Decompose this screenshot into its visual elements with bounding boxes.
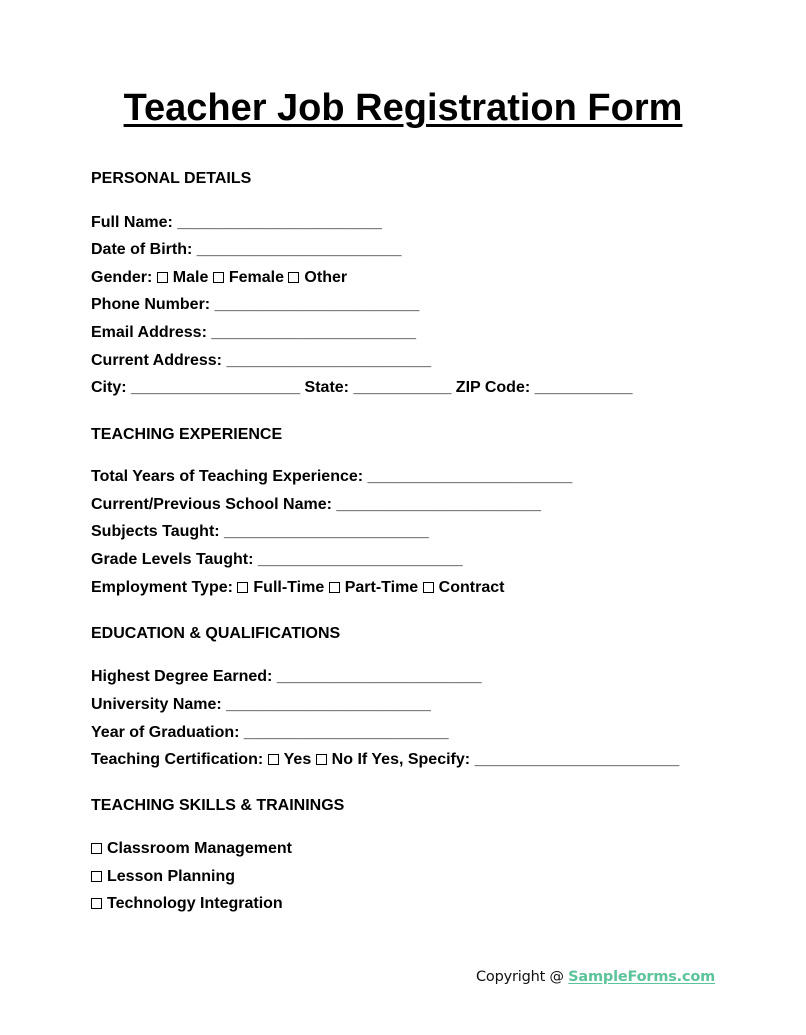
email-address-label: Email Address: bbox=[91, 324, 207, 341]
checkbox-icon[interactable] bbox=[288, 272, 299, 283]
certification-specify-input[interactable]: _______________________ bbox=[474, 751, 680, 768]
teaching-certification-label: Teaching Certification: bbox=[91, 751, 264, 768]
phone-number-input[interactable]: _______________________ bbox=[214, 296, 420, 313]
field-university-name bbox=[91, 695, 431, 715]
school-name-label: Current/Previous School Name: bbox=[91, 496, 332, 513]
copyright-text: Copyright @ bbox=[476, 969, 569, 985]
highest-degree-input[interactable]: _______________________ bbox=[276, 668, 482, 685]
gender-label: Gender: bbox=[91, 269, 153, 286]
field-date-of-birth bbox=[91, 240, 401, 260]
current-address-input[interactable]: _______________________ bbox=[226, 352, 432, 369]
field-full-name bbox=[91, 213, 382, 233]
field-year-of-graduation bbox=[91, 723, 449, 743]
section-heading-teaching-experience: TEACHING EXPERIENCE bbox=[91, 426, 283, 443]
employment-type-label: Employment Type: bbox=[91, 579, 233, 596]
year-of-graduation-input[interactable]: _______________________ bbox=[243, 724, 449, 741]
state-input[interactable]: ___________ bbox=[353, 379, 452, 396]
field-phone-number bbox=[91, 295, 419, 315]
checkbox-icon[interactable] bbox=[91, 898, 102, 909]
field-employment-type bbox=[91, 578, 504, 598]
checkbox-icon[interactable] bbox=[268, 754, 279, 765]
school-name-input[interactable]: _______________________ bbox=[336, 496, 542, 513]
zip-code-label: ZIP Code: bbox=[455, 379, 531, 396]
employment-option-full-time[interactable]: Full-Time bbox=[237, 579, 324, 596]
full-name-label: Full Name: bbox=[91, 214, 173, 231]
subjects-taught-input[interactable]: _______________________ bbox=[224, 523, 429, 540]
field-teaching-certification bbox=[91, 750, 679, 770]
gender-option-female[interactable]: Female bbox=[213, 269, 284, 286]
certification-option-yes[interactable]: Yes bbox=[268, 751, 312, 768]
gender-option-male[interactable]: Male bbox=[157, 269, 209, 286]
phone-number-label: Phone Number: bbox=[91, 296, 211, 313]
date-of-birth-input[interactable]: _______________________ bbox=[196, 241, 402, 258]
city-input[interactable]: ___________________ bbox=[131, 379, 301, 396]
highest-degree-label: Highest Degree Earned: bbox=[91, 668, 273, 685]
footer-copyright bbox=[476, 967, 715, 987]
field-gender bbox=[91, 268, 347, 288]
checkbox-icon[interactable] bbox=[213, 272, 224, 283]
total-years-input[interactable]: _______________________ bbox=[367, 468, 573, 485]
university-name-input[interactable]: _______________________ bbox=[226, 696, 431, 713]
field-email-address bbox=[91, 323, 416, 343]
field-city-state-zip bbox=[91, 378, 633, 398]
year-of-graduation-label: Year of Graduation: bbox=[91, 724, 240, 741]
current-address-label: Current Address: bbox=[91, 352, 222, 369]
checkbox-icon[interactable] bbox=[316, 754, 327, 765]
checkbox-icon[interactable] bbox=[157, 272, 168, 283]
certification-option-no[interactable]: No bbox=[316, 751, 353, 768]
section-heading-education: EDUCATION & QUALIFICATIONS bbox=[91, 625, 341, 642]
grade-levels-label: Grade Levels Taught: bbox=[91, 551, 254, 568]
skill-item-lesson-planning[interactable]: Lesson Planning bbox=[91, 867, 235, 887]
checkbox-icon[interactable] bbox=[91, 871, 102, 882]
employment-option-part-time[interactable]: Part-Time bbox=[329, 579, 419, 596]
section-heading-personal-details: PERSONAL DETAILS bbox=[91, 170, 252, 187]
checkbox-icon[interactable] bbox=[237, 582, 248, 593]
email-address-input[interactable]: _______________________ bbox=[211, 324, 417, 341]
specify-label: If Yes, Specify: bbox=[357, 751, 471, 768]
checkbox-icon[interactable] bbox=[329, 582, 340, 593]
date-of-birth-label: Date of Birth: bbox=[91, 241, 193, 258]
skill-item-technology-integration[interactable]: Technology Integration bbox=[91, 894, 283, 914]
full-name-input[interactable]: _______________________ bbox=[177, 214, 382, 231]
field-school-name bbox=[91, 495, 541, 515]
skill-item-classroom-management[interactable]: Classroom Management bbox=[91, 839, 292, 859]
page-title: Teacher Job Registration Form bbox=[123, 87, 683, 129]
field-subjects-taught bbox=[91, 522, 429, 542]
grade-levels-input[interactable]: _______________________ bbox=[257, 551, 463, 568]
sampleforms-link[interactable]: SampleForms.com bbox=[568, 969, 716, 985]
city-label: City: bbox=[91, 379, 127, 396]
field-grade-levels bbox=[91, 550, 463, 570]
field-total-years-experience bbox=[91, 467, 572, 487]
state-label: State: bbox=[304, 379, 349, 396]
university-name-label: University Name: bbox=[91, 696, 222, 713]
total-years-label: Total Years of Teaching Experience: bbox=[91, 468, 364, 485]
checkbox-icon[interactable] bbox=[91, 843, 102, 854]
employment-option-contract[interactable]: Contract bbox=[423, 579, 505, 596]
field-highest-degree bbox=[91, 667, 482, 687]
section-heading-skills: TEACHING SKILLS & TRAININGS bbox=[91, 797, 345, 814]
subjects-taught-label: Subjects Taught: bbox=[91, 523, 220, 540]
checkbox-icon[interactable] bbox=[423, 582, 434, 593]
field-current-address bbox=[91, 351, 431, 371]
gender-option-other[interactable]: Other bbox=[288, 269, 347, 286]
zip-code-input[interactable]: ___________ bbox=[534, 379, 633, 396]
